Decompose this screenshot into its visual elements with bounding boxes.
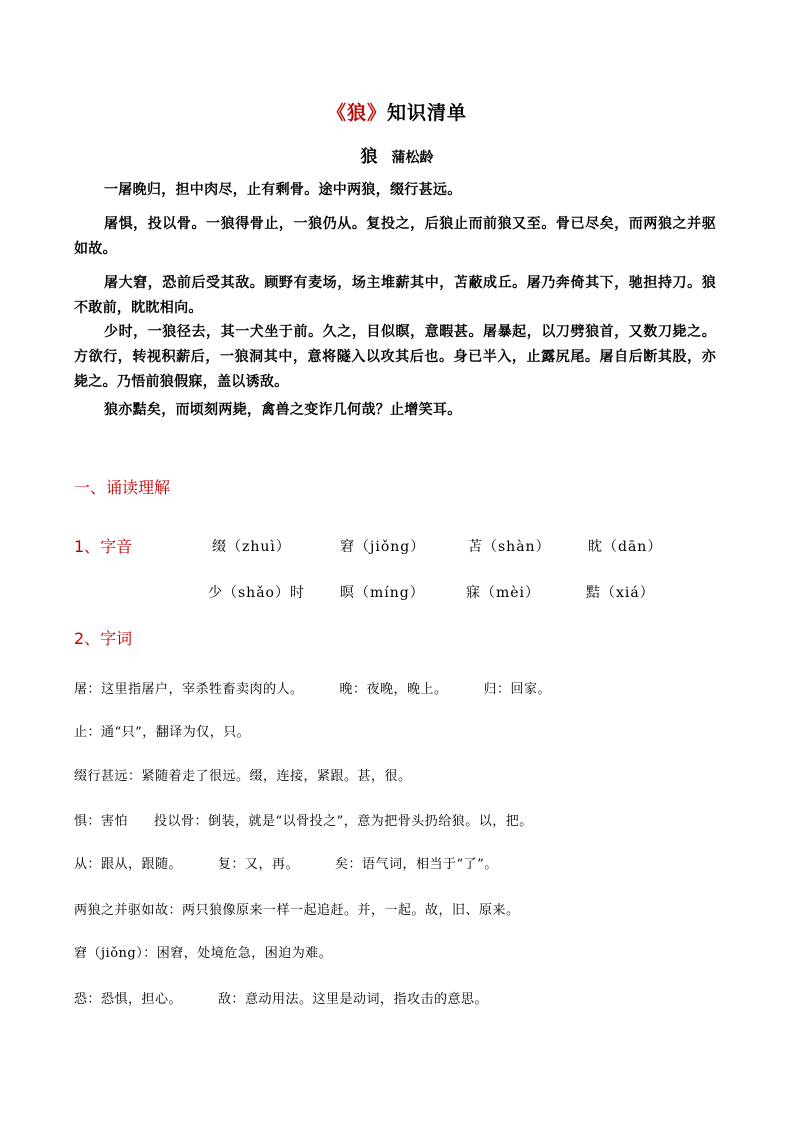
pronunciation-item: 缀（zhuì） [212,539,291,555]
pronunciation-item: 眈（dān） [588,539,663,555]
subsection-heading-pronunciation: 1、字音 [74,537,133,556]
vocab-entry: 窘（jiǒng）：困窘，处境危急，困迫为难。 [74,946,333,961]
vocab-entry: 晚：夜晚，晚上。 [339,682,448,697]
vocab-entry: 恐：恐惧，担心。 [74,992,183,1007]
title-book-name: 《狼》 [326,102,387,124]
vocab-entry: 复：又，再。 [218,857,300,872]
section-heading: 一、诵读理解 [74,478,171,497]
vocab-entry: 投以骨：倒装，就是“以骨投之”，意为把骨头扔给狼。以，把。 [154,814,533,829]
pronunciation-item: 暝（míng） [340,585,425,601]
vocab-entry: 矣：语气词，相当于“了”。 [335,857,498,872]
vocab-entry: 止：通“只”，翻译为仅，只。 [74,725,251,740]
vocab-line [74,810,533,829]
passage-heading [0,142,794,167]
vocab-entry: 缀行甚远：紧随着走了很远。缀，连接，紧跟。甚，很。 [74,769,412,784]
page-title [0,98,794,125]
passage-author: 蒲松龄 [391,150,434,166]
vocab-entry: 敌：意动用法。这里是动词，指攻击的意思。 [218,992,489,1007]
passage-name: 狼 [360,147,378,167]
pronunciation-item: 窘（jiǒng） [340,539,426,555]
vocab-line [74,988,488,1007]
passage-paragraph: 屠大窘，恐前后受其敌。顾野有麦场，场主堆薪其中，苫蔽成丘。屠乃奔倚其下，驰担持刀。狼不敢前，眈眈相向。 [74,275,716,316]
vocab-entry: 屠：这里指屠户，宰杀牲畜卖肉的人。 [74,682,304,697]
passage-paragraph: 狼亦黠矣，而顷刻两毙，禽兽之变诈几何哉？止增笑耳。 [104,402,462,418]
vocab-entry: 两狼之并驱如故：两只狼像原来一样一起追赶。并，一起。故，旧、原来。 [74,903,520,918]
title-rest: 知识清单 [387,102,468,124]
vocab-line [74,853,498,872]
passage-paragraph: 少时，一狼径去，其一犬坐于前。久之，目似瞑，意暇甚。屠暴起，以刀劈狼首，又数刀毙之。方欲行，转视积薪后，一狼洞其中，意将隧入以攻其后也。身已半入，止露尻尾。屠自后断其股，亦毙之。乃悟前狼假寐，盖以诱敌。 [74,324,716,390]
pronunciation-item: 苫（shàn） [468,539,551,555]
passage-paragraph: 屠惧，投以骨。一狼得骨止，一狼仍从。复投之，后狼止而前狼又至。骨已尽矣，而两狼之并驱如故。 [74,216,716,257]
vocab-entry: 从：跟从，跟随。 [74,857,183,872]
passage-paragraph: 一屠晚归，担中肉尽，止有剩骨。途中两狼，缀行甚远。 [104,182,462,198]
vocab-line [74,678,551,697]
vocab-entry: 惧：害怕 [74,814,129,829]
vocab-entry: 归：回家。 [483,682,552,697]
pronunciation-item: 黠（xiá） [586,585,655,601]
pronunciation-item: 寐（mèi） [466,585,541,601]
vocab-line [74,765,412,784]
vocab-line [74,899,520,918]
subsection-heading-vocabulary: 2、字词 [74,629,133,648]
vocab-line [74,942,332,961]
vocab-line [74,721,250,740]
pronunciation-item: 少（shǎo）时 [208,585,305,601]
